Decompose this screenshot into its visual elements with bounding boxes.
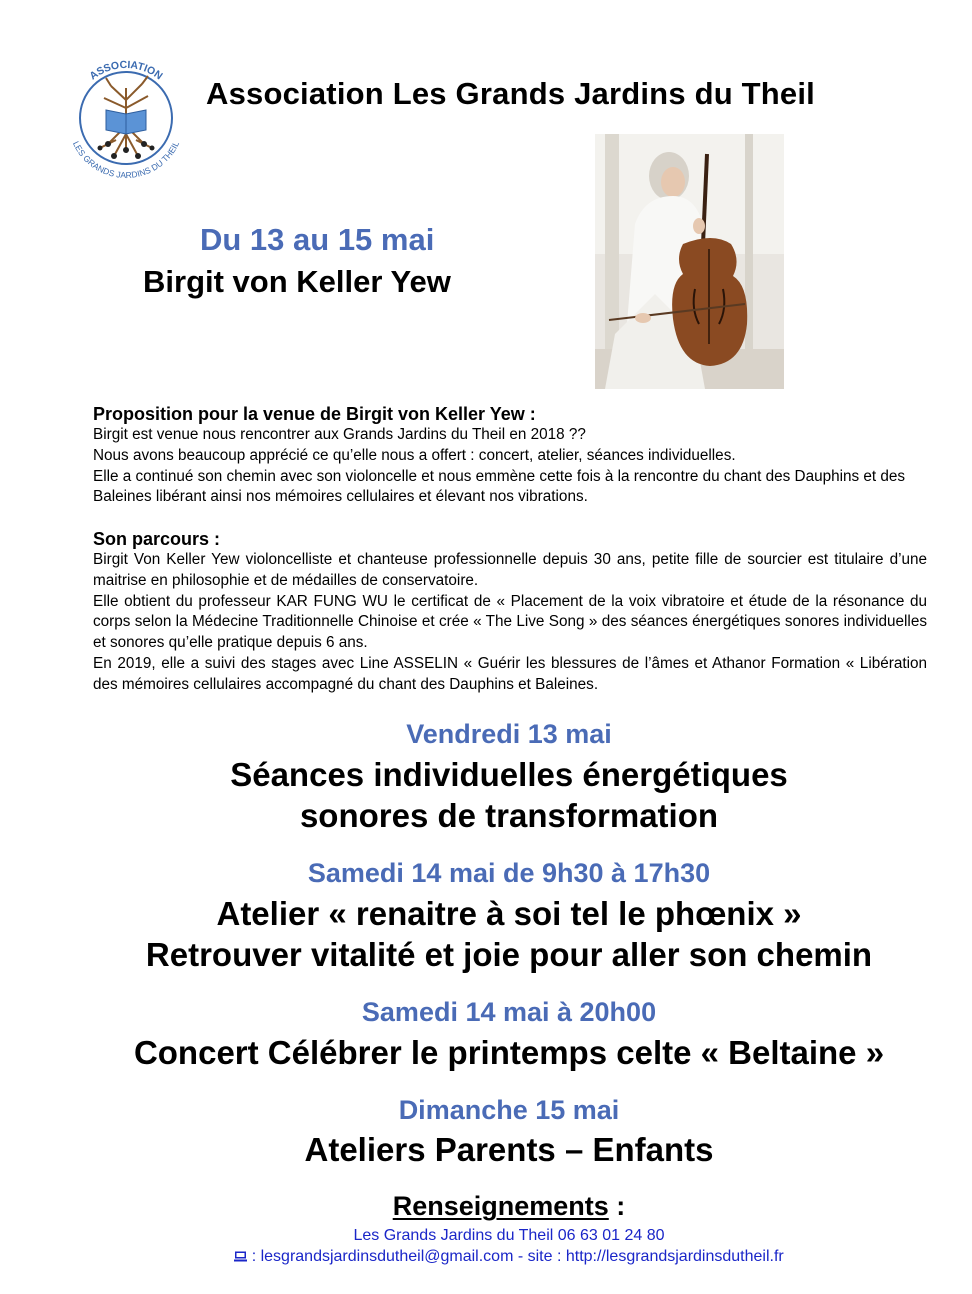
info-phone-line: Les Grands Jardins du Theil 06 63 01 24 80	[353, 1227, 665, 1244]
proposition-line: Nous avons beaucoup apprécié ce qu’elle nous a offert : concert, atelier, séances individuelles.	[93, 446, 736, 464]
event-date-friday: Vendredi 13 mai	[406, 719, 612, 749]
event-date-sunday: Dimanche 15 mai	[398, 1095, 620, 1125]
event-date-saturday-concert: Samedi 14 mai à 20h00	[361, 997, 657, 1027]
artist-name: Birgit von Keller Yew	[143, 264, 451, 299]
event-dates: Du 13 au 15 mai	[200, 222, 435, 257]
svg-text:ASSOCIATION: ASSOCIATION	[87, 58, 165, 83]
event-title-friday: Séances individuelles énergétiques	[230, 756, 788, 793]
info-heading-colon: :	[608, 1191, 626, 1221]
proposition-heading: Proposition pour la venue de Birgit von Keller Yew :	[93, 404, 536, 424]
event-title-sunday: Ateliers Parents – Enfants	[304, 1131, 714, 1168]
parcours-paragraph: Elle obtient du professeur KAR FUNG WU le certificat de « Placement de la voix vibratoire et étude de la résonance du corps selon la Médecine Traditionnelle Chinoise et crée « The Live Song » des séances énergétiques sonores individuelles et sonores qu’elle pratique depuis 6 ans.	[93, 592, 927, 652]
parcours-paragraph: Birgit Von Keller Yew violoncelliste et chanteuse professionnelle depuis 30 ans, petite fille de sourcier est titulaire d’une maitrise en philosophie et de médailles de conservatoire.	[93, 551, 927, 589]
event-title-workshop: Atelier « renaitre à soi tel le phœnix »	[216, 895, 802, 932]
info-heading	[0, 1191, 972, 1222]
cellist-photo	[595, 134, 784, 389]
proposition-line: Elle a continué son chemin avec son violoncelle et nous emmène cette fois à la rencontre du chant des Dauphins et des Baleines libérant ainsi nos mémoires cellulaires et élevant nos vibrations.	[93, 467, 906, 506]
computer-icon	[234, 1249, 247, 1260]
svg-text:LES GRANDS JARDINS DU THEIL: LES GRANDS JARDINS DU THEIL	[70, 139, 182, 181]
parcours-heading: Son parcours :	[93, 529, 221, 549]
proposition-line: Birgit est venue nous rencontrer aux Grands Jardins du Theil en 2018 ??	[93, 426, 586, 443]
event-title-friday-line2: sonores de transformation	[299, 797, 719, 834]
event-title-concert: Concert Célébrer le printemps celte « Beltaine »	[133, 1034, 885, 1071]
parcours-section	[93, 528, 927, 696]
info-heading-label: Renseignements	[392, 1191, 609, 1221]
parcours-paragraph: En 2019, elle a suivi des stages avec Line ASSELIN « Guérir les blessures de l’âmes et Athanor Formation « Libération des mémoires cellulaires accompagné du chant des Dauphins et Baleines.	[93, 654, 927, 693]
proposition-section	[93, 403, 927, 508]
event-date-saturday-workshop: Samedi 14 mai de 9h30 à 17h30	[307, 858, 711, 888]
event-title-workshop-line2: Retrouver vitalité et joie pour aller son chemin	[145, 936, 873, 973]
info-contact	[0, 1248, 972, 1266]
association-logo	[56, 48, 196, 188]
page-title: Association Les Grands Jardins du Theil	[206, 76, 816, 111]
contact-text: : lesgrandsjardinsdutheil@gmail.com - site : http://lesgrandsjardinsdutheil.fr	[251, 1248, 784, 1265]
